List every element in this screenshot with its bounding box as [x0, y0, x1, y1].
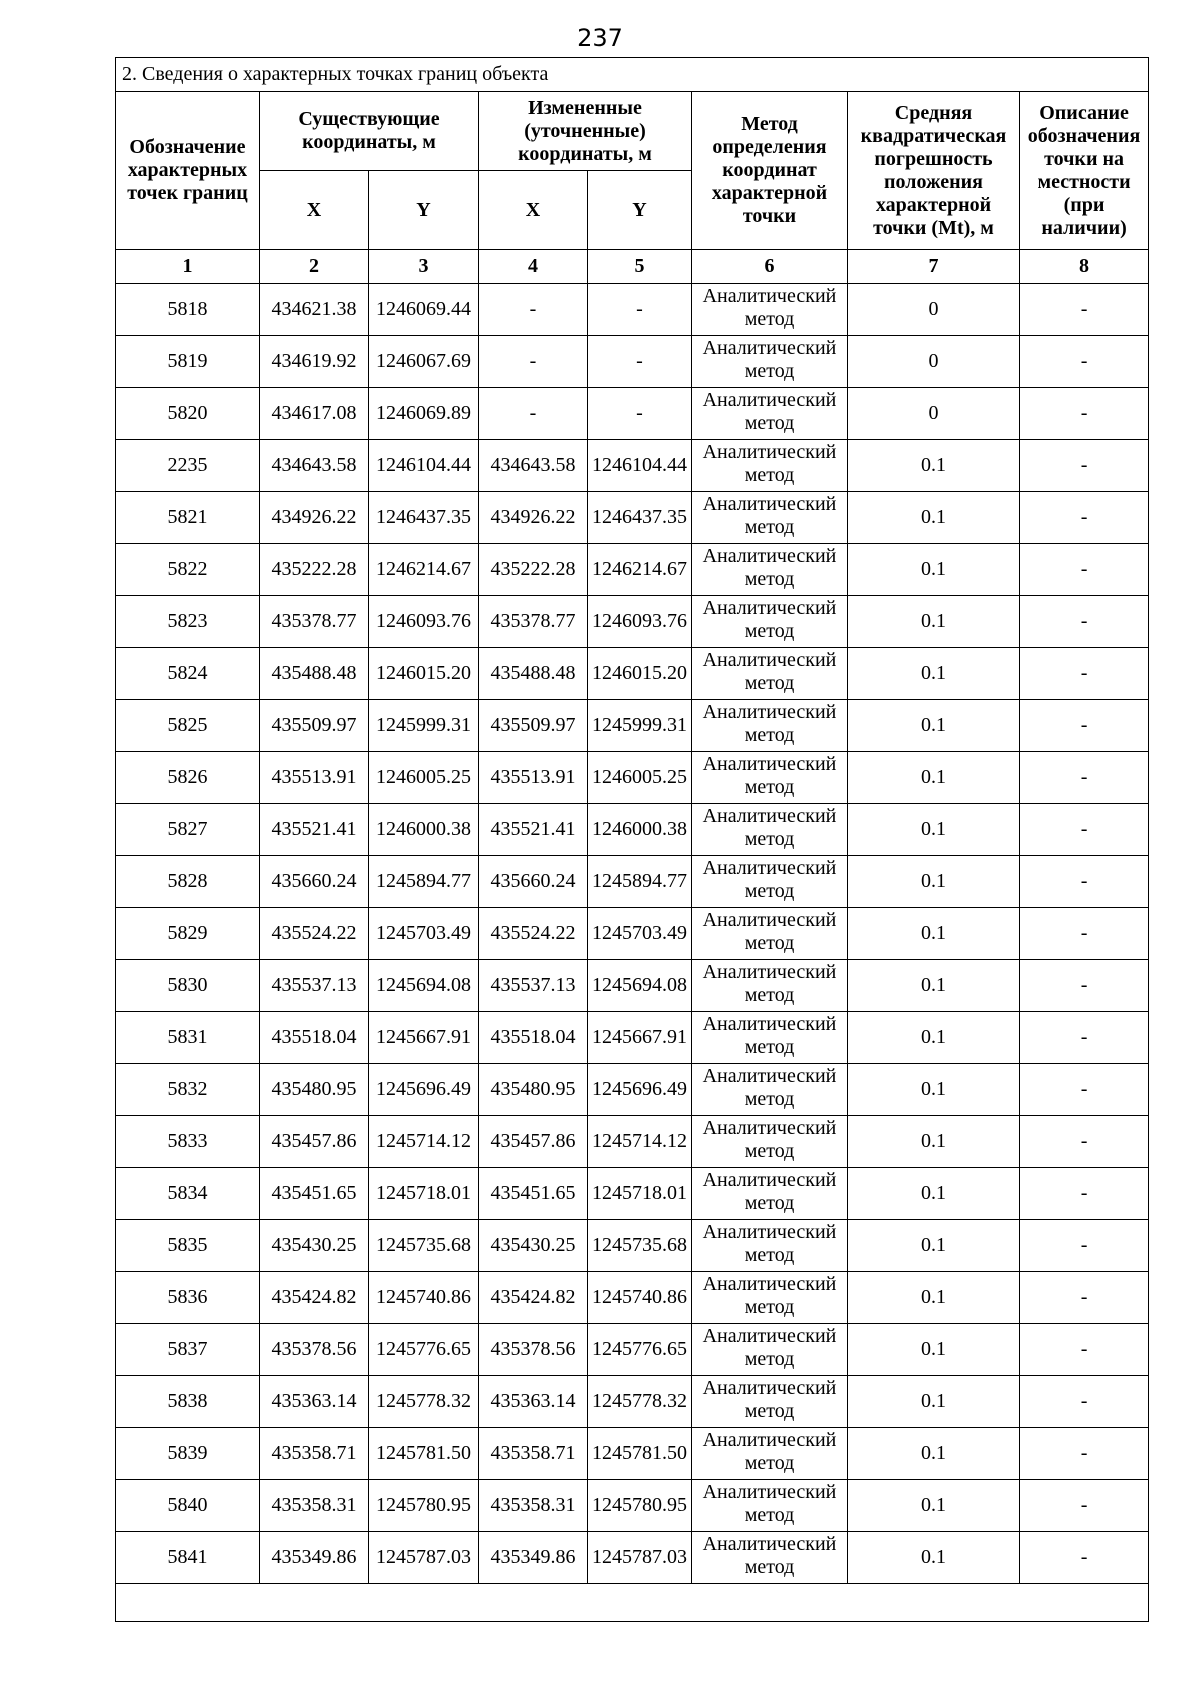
- table-row: [116, 336, 1149, 388]
- method-cell: Аналитический метод: [692, 1116, 848, 1168]
- changed-y-cell: 1246000.38: [588, 804, 692, 856]
- changed-y-cell: 1245735.68: [588, 1220, 692, 1272]
- table-row: [116, 1428, 1149, 1480]
- mean-error-cell: 0.1: [848, 804, 1020, 856]
- changed-y-cell: 1246214.67: [588, 544, 692, 596]
- existing-x-cell: 435363.14: [260, 1376, 369, 1428]
- description-cell: -: [1020, 804, 1149, 856]
- changed-x-cell: 435480.95: [479, 1064, 588, 1116]
- changed-y-cell: 1245778.32: [588, 1376, 692, 1428]
- changed-y-cell: 1245703.49: [588, 908, 692, 960]
- column-number: 8: [1020, 250, 1149, 284]
- table-row: [116, 440, 1149, 492]
- changed-y-cell: 1246005.25: [588, 752, 692, 804]
- description-cell: -: [1020, 336, 1149, 388]
- changed-x-cell: 435537.13: [479, 960, 588, 1012]
- point-number-cell: 5821: [116, 492, 260, 544]
- changed-y-cell: 1245718.01: [588, 1168, 692, 1220]
- method-cell: Аналитический метод: [692, 1064, 848, 1116]
- table-row: [116, 752, 1149, 804]
- table-row: [116, 960, 1149, 1012]
- description-cell: -: [1020, 388, 1149, 440]
- existing-x-cell: 435222.28: [260, 544, 369, 596]
- header-method: Метод определения координат характерной точки: [692, 92, 848, 250]
- method-cell: Аналитический метод: [692, 700, 848, 752]
- table-row: [116, 908, 1149, 960]
- existing-y-cell: 1246069.44: [369, 284, 479, 336]
- changed-y-cell: 1246015.20: [588, 648, 692, 700]
- existing-y-cell: 1245718.01: [369, 1168, 479, 1220]
- empty-footer-row: [116, 1584, 1149, 1622]
- changed-y-cell: 1246437.35: [588, 492, 692, 544]
- mean-error-cell: 0.1: [848, 1220, 1020, 1272]
- method-cell: Аналитический метод: [692, 1480, 848, 1532]
- point-number-cell: 5827: [116, 804, 260, 856]
- point-number-cell: 5818: [116, 284, 260, 336]
- mean-error-cell: 0.1: [848, 1168, 1020, 1220]
- existing-y-cell: 1245703.49: [369, 908, 479, 960]
- existing-x-cell: 435488.48: [260, 648, 369, 700]
- changed-y-cell: 1245787.03: [588, 1532, 692, 1584]
- header-changed-y: Y: [588, 171, 692, 250]
- boundary-points-table: [115, 57, 1149, 1622]
- description-cell: -: [1020, 1376, 1149, 1428]
- existing-y-cell: 1245667.91: [369, 1012, 479, 1064]
- changed-x-cell: -: [479, 388, 588, 440]
- existing-y-cell: 1245778.32: [369, 1376, 479, 1428]
- changed-y-cell: 1245667.91: [588, 1012, 692, 1064]
- description-cell: -: [1020, 1532, 1149, 1584]
- changed-x-cell: 435358.71: [479, 1428, 588, 1480]
- changed-x-cell: 435457.86: [479, 1116, 588, 1168]
- method-cell: Аналитический метод: [692, 284, 848, 336]
- method-cell: Аналитический метод: [692, 1168, 848, 1220]
- existing-x-cell: 434617.08: [260, 388, 369, 440]
- point-number-cell: 5833: [116, 1116, 260, 1168]
- table-row: [116, 804, 1149, 856]
- description-cell: -: [1020, 648, 1149, 700]
- column-number: 2: [260, 250, 369, 284]
- point-number-cell: 2235: [116, 440, 260, 492]
- table-row: [116, 1012, 1149, 1064]
- changed-y-cell: 1245999.31: [588, 700, 692, 752]
- point-number-cell: 5826: [116, 752, 260, 804]
- existing-y-cell: 1245696.49: [369, 1064, 479, 1116]
- point-number-cell: 5841: [116, 1532, 260, 1584]
- changed-x-cell: -: [479, 336, 588, 388]
- description-cell: -: [1020, 544, 1149, 596]
- table-row: [116, 1376, 1149, 1428]
- description-cell: -: [1020, 1272, 1149, 1324]
- changed-y-cell: 1245776.65: [588, 1324, 692, 1376]
- description-cell: -: [1020, 596, 1149, 648]
- column-number: 6: [692, 250, 848, 284]
- column-number: 5: [588, 250, 692, 284]
- changed-x-cell: 434643.58: [479, 440, 588, 492]
- mean-error-cell: 0: [848, 336, 1020, 388]
- changed-x-cell: 435378.77: [479, 596, 588, 648]
- header-existing-y: Y: [369, 171, 479, 250]
- empty-cell: [116, 1584, 1149, 1622]
- changed-x-cell: 435451.65: [479, 1168, 588, 1220]
- description-cell: -: [1020, 440, 1149, 492]
- existing-y-cell: 1246437.35: [369, 492, 479, 544]
- point-number-cell: 5824: [116, 648, 260, 700]
- description-cell: -: [1020, 752, 1149, 804]
- changed-x-cell: 435430.25: [479, 1220, 588, 1272]
- mean-error-cell: 0.1: [848, 492, 1020, 544]
- header-existing-x: X: [260, 171, 369, 250]
- mean-error-cell: 0.1: [848, 1272, 1020, 1324]
- point-number-cell: 5837: [116, 1324, 260, 1376]
- existing-x-cell: 435509.97: [260, 700, 369, 752]
- description-cell: -: [1020, 1168, 1149, 1220]
- description-cell: -: [1020, 1324, 1149, 1376]
- header-changed-x: X: [479, 171, 588, 250]
- changed-y-cell: -: [588, 336, 692, 388]
- table-row: [116, 1532, 1149, 1584]
- existing-x-cell: 435457.86: [260, 1116, 369, 1168]
- changed-x-cell: 435524.22: [479, 908, 588, 960]
- method-cell: Аналитический метод: [692, 1428, 848, 1480]
- existing-x-cell: 435378.77: [260, 596, 369, 648]
- description-cell: -: [1020, 1480, 1149, 1532]
- point-number-cell: 5823: [116, 596, 260, 648]
- existing-y-cell: 1245780.95: [369, 1480, 479, 1532]
- changed-x-cell: 435222.28: [479, 544, 588, 596]
- method-cell: Аналитический метод: [692, 1272, 848, 1324]
- changed-x-cell: 435378.56: [479, 1324, 588, 1376]
- point-number-cell: 5838: [116, 1376, 260, 1428]
- existing-y-cell: 1246069.89: [369, 388, 479, 440]
- header-existing-coords: Существующие координаты, м: [260, 92, 479, 171]
- table-row: [116, 284, 1149, 336]
- mean-error-cell: 0.1: [848, 648, 1020, 700]
- existing-x-cell: 435349.86: [260, 1532, 369, 1584]
- existing-x-cell: 435480.95: [260, 1064, 369, 1116]
- table-row: [116, 1272, 1149, 1324]
- description-cell: -: [1020, 1012, 1149, 1064]
- existing-x-cell: 435518.04: [260, 1012, 369, 1064]
- method-cell: Аналитический метод: [692, 1324, 848, 1376]
- changed-x-cell: 435358.31: [479, 1480, 588, 1532]
- existing-x-cell: 435378.56: [260, 1324, 369, 1376]
- column-numbers-row: [116, 250, 1149, 284]
- existing-x-cell: 435424.82: [260, 1272, 369, 1324]
- changed-x-cell: 435349.86: [479, 1532, 588, 1584]
- existing-y-cell: 1246005.25: [369, 752, 479, 804]
- changed-x-cell: 435509.97: [479, 700, 588, 752]
- existing-y-cell: 1245781.50: [369, 1428, 479, 1480]
- point-number-cell: 5835: [116, 1220, 260, 1272]
- point-number-cell: 5828: [116, 856, 260, 908]
- point-number-cell: 5836: [116, 1272, 260, 1324]
- existing-y-cell: 1245735.68: [369, 1220, 479, 1272]
- description-cell: -: [1020, 700, 1149, 752]
- point-number-cell: 5820: [116, 388, 260, 440]
- changed-y-cell: 1245740.86: [588, 1272, 692, 1324]
- method-cell: Аналитический метод: [692, 856, 848, 908]
- point-number-cell: 5839: [116, 1428, 260, 1480]
- mean-error-cell: 0.1: [848, 1376, 1020, 1428]
- changed-y-cell: -: [588, 284, 692, 336]
- point-number-cell: 5840: [116, 1480, 260, 1532]
- existing-x-cell: 435430.25: [260, 1220, 369, 1272]
- method-cell: Аналитический метод: [692, 596, 848, 648]
- mean-error-cell: 0.1: [848, 1480, 1020, 1532]
- column-number: 7: [848, 250, 1020, 284]
- existing-x-cell: 434619.92: [260, 336, 369, 388]
- existing-y-cell: 1246214.67: [369, 544, 479, 596]
- changed-x-cell: 435513.91: [479, 752, 588, 804]
- description-cell: -: [1020, 1220, 1149, 1272]
- description-cell: -: [1020, 1116, 1149, 1168]
- changed-x-cell: 435518.04: [479, 1012, 588, 1064]
- table-row: [116, 856, 1149, 908]
- table-row: [116, 1064, 1149, 1116]
- header-point-designation: Обозначение характерных точек границ: [116, 92, 260, 250]
- existing-x-cell: 434643.58: [260, 440, 369, 492]
- method-cell: Аналитический метод: [692, 960, 848, 1012]
- table-row: [116, 596, 1149, 648]
- method-cell: Аналитический метод: [692, 648, 848, 700]
- method-cell: Аналитический метод: [692, 1220, 848, 1272]
- changed-y-cell: -: [588, 388, 692, 440]
- table-row: [116, 1116, 1149, 1168]
- changed-y-cell: 1245714.12: [588, 1116, 692, 1168]
- method-cell: Аналитический метод: [692, 1532, 848, 1584]
- changed-y-cell: 1245694.08: [588, 960, 692, 1012]
- description-cell: -: [1020, 1064, 1149, 1116]
- mean-error-cell: 0.1: [848, 1428, 1020, 1480]
- existing-x-cell: 435358.31: [260, 1480, 369, 1532]
- description-cell: -: [1020, 1428, 1149, 1480]
- mean-error-cell: 0.1: [848, 752, 1020, 804]
- existing-x-cell: 435513.91: [260, 752, 369, 804]
- column-number: 3: [369, 250, 479, 284]
- table-row: [116, 492, 1149, 544]
- changed-x-cell: 435424.82: [479, 1272, 588, 1324]
- header-changed-coords: Измененные (уточненные) координаты, м: [479, 92, 692, 171]
- existing-y-cell: 1246000.38: [369, 804, 479, 856]
- mean-error-cell: 0.1: [848, 1064, 1020, 1116]
- existing-y-cell: 1245894.77: [369, 856, 479, 908]
- existing-x-cell: 435524.22: [260, 908, 369, 960]
- mean-error-cell: 0.1: [848, 1012, 1020, 1064]
- mean-error-cell: 0.1: [848, 1532, 1020, 1584]
- changed-x-cell: 435488.48: [479, 648, 588, 700]
- mean-error-cell: 0.1: [848, 960, 1020, 1012]
- changed-x-cell: 434926.22: [479, 492, 588, 544]
- changed-y-cell: 1245696.49: [588, 1064, 692, 1116]
- existing-x-cell: 435451.65: [260, 1168, 369, 1220]
- column-number: 4: [479, 250, 588, 284]
- table-row: [116, 1168, 1149, 1220]
- changed-x-cell: -: [479, 284, 588, 336]
- mean-error-cell: 0: [848, 284, 1020, 336]
- point-number-cell: 5831: [116, 1012, 260, 1064]
- method-cell: Аналитический метод: [692, 544, 848, 596]
- existing-y-cell: 1245787.03: [369, 1532, 479, 1584]
- existing-y-cell: 1245714.12: [369, 1116, 479, 1168]
- description-cell: -: [1020, 908, 1149, 960]
- changed-x-cell: 435363.14: [479, 1376, 588, 1428]
- existing-y-cell: 1245776.65: [369, 1324, 479, 1376]
- existing-y-cell: 1245694.08: [369, 960, 479, 1012]
- existing-y-cell: 1246067.69: [369, 336, 479, 388]
- table-row: [116, 388, 1149, 440]
- table-row: [116, 1324, 1149, 1376]
- method-cell: Аналитический метод: [692, 804, 848, 856]
- mean-error-cell: 0.1: [848, 700, 1020, 752]
- existing-x-cell: 435537.13: [260, 960, 369, 1012]
- point-number-cell: 5822: [116, 544, 260, 596]
- existing-y-cell: 1246104.44: [369, 440, 479, 492]
- mean-error-cell: 0.1: [848, 908, 1020, 960]
- existing-y-cell: 1246093.76: [369, 596, 479, 648]
- changed-y-cell: 1246093.76: [588, 596, 692, 648]
- table-row: [116, 1480, 1149, 1532]
- section-title: 2. Сведения о характерных точках границ объекта: [116, 58, 1149, 92]
- description-cell: -: [1020, 960, 1149, 1012]
- point-number-cell: 5832: [116, 1064, 260, 1116]
- existing-x-cell: 434621.38: [260, 284, 369, 336]
- header-mean-error: Средняя квадратическая погрешность положения характерной точки (Mt), м: [848, 92, 1020, 250]
- description-cell: -: [1020, 492, 1149, 544]
- column-number: 1: [116, 250, 260, 284]
- description-cell: -: [1020, 856, 1149, 908]
- method-cell: Аналитический метод: [692, 1376, 848, 1428]
- point-number-cell: 5830: [116, 960, 260, 1012]
- point-number-cell: 5834: [116, 1168, 260, 1220]
- point-number-cell: 5829: [116, 908, 260, 960]
- method-cell: Аналитический метод: [692, 908, 848, 960]
- mean-error-cell: 0: [848, 388, 1020, 440]
- existing-y-cell: 1245999.31: [369, 700, 479, 752]
- existing-x-cell: 435358.71: [260, 1428, 369, 1480]
- table-row: [116, 544, 1149, 596]
- method-cell: Аналитический метод: [692, 752, 848, 804]
- changed-y-cell: 1245781.50: [588, 1428, 692, 1480]
- method-cell: Аналитический метод: [692, 388, 848, 440]
- table-row: [116, 1220, 1149, 1272]
- header-description: Описание обозначения точки на местности (при наличии): [1020, 92, 1149, 250]
- method-cell: Аналитический метод: [692, 336, 848, 388]
- changed-x-cell: 435521.41: [479, 804, 588, 856]
- existing-y-cell: 1245740.86: [369, 1272, 479, 1324]
- mean-error-cell: 0.1: [848, 1116, 1020, 1168]
- table-row: [116, 700, 1149, 752]
- existing-y-cell: 1246015.20: [369, 648, 479, 700]
- mean-error-cell: 0.1: [848, 596, 1020, 648]
- mean-error-cell: 0.1: [848, 544, 1020, 596]
- table-row: [116, 648, 1149, 700]
- existing-x-cell: 435660.24: [260, 856, 369, 908]
- point-number-cell: 5825: [116, 700, 260, 752]
- existing-x-cell: 435521.41: [260, 804, 369, 856]
- method-cell: Аналитический метод: [692, 1012, 848, 1064]
- changed-x-cell: 435660.24: [479, 856, 588, 908]
- changed-y-cell: 1245894.77: [588, 856, 692, 908]
- page-number: 237: [577, 24, 623, 52]
- changed-y-cell: 1246104.44: [588, 440, 692, 492]
- description-cell: -: [1020, 284, 1149, 336]
- method-cell: Аналитический метод: [692, 440, 848, 492]
- method-cell: Аналитический метод: [692, 492, 848, 544]
- changed-y-cell: 1245780.95: [588, 1480, 692, 1532]
- mean-error-cell: 0.1: [848, 856, 1020, 908]
- existing-x-cell: 434926.22: [260, 492, 369, 544]
- point-number-cell: 5819: [116, 336, 260, 388]
- mean-error-cell: 0.1: [848, 440, 1020, 492]
- mean-error-cell: 0.1: [848, 1324, 1020, 1376]
